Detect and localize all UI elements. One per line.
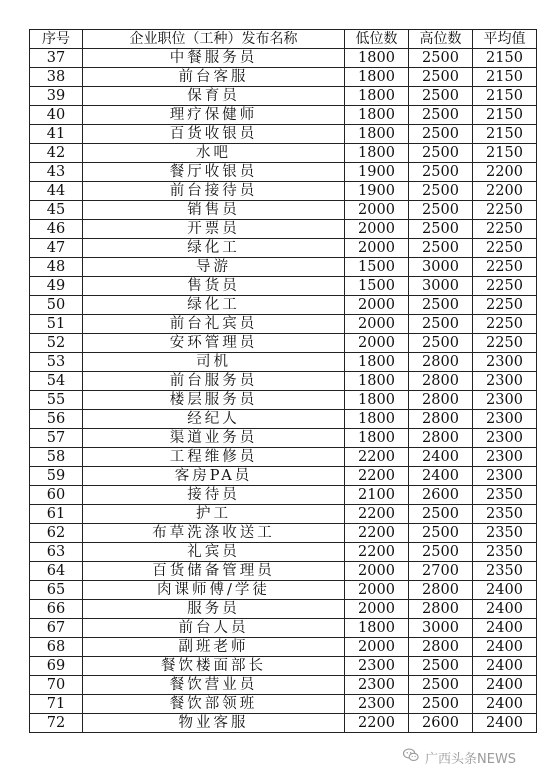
table-row (30, 144, 537, 163)
row-high: 2500 (409, 182, 473, 201)
row-high: 2800 (409, 353, 473, 372)
table-row (30, 372, 537, 391)
row-job-title: 安环管理员 (83, 334, 345, 353)
row-average: 2350 (473, 562, 537, 581)
row-job-title: 楼层服务员 (83, 391, 345, 410)
row-index: 41 (30, 125, 83, 144)
table-row (30, 391, 537, 410)
row-average: 2300 (473, 372, 537, 391)
row-index: 46 (30, 220, 83, 239)
row-low: 2000 (345, 239, 409, 258)
row-low: 1800 (345, 49, 409, 68)
row-average: 2400 (473, 714, 537, 733)
row-high: 2500 (409, 657, 473, 676)
row-high: 3000 (409, 258, 473, 277)
row-low: 1800 (345, 353, 409, 372)
row-average: 2400 (473, 600, 537, 619)
row-low: 2200 (345, 505, 409, 524)
row-low: 2200 (345, 543, 409, 562)
row-low: 2200 (345, 524, 409, 543)
row-high: 2500 (409, 315, 473, 334)
wechat-icon (402, 746, 420, 768)
row-job-title: 布草洗涤收送工 (83, 524, 345, 543)
row-low: 2000 (345, 315, 409, 334)
row-high: 2800 (409, 410, 473, 429)
row-low: 1800 (345, 144, 409, 163)
row-high: 2500 (409, 106, 473, 125)
row-job-title: 前台礼宾员 (83, 315, 345, 334)
row-average: 2400 (473, 638, 537, 657)
row-low: 1800 (345, 410, 409, 429)
table-row (30, 581, 537, 600)
row-index: 47 (30, 239, 83, 258)
table-row (30, 619, 537, 638)
table-row (30, 258, 537, 277)
row-high: 2500 (409, 220, 473, 239)
row-average: 2400 (473, 581, 537, 600)
row-average: 2250 (473, 220, 537, 239)
table-row (30, 182, 537, 201)
header-average: 平均值 (473, 30, 537, 49)
row-high: 2800 (409, 600, 473, 619)
row-job-title: 护工 (83, 505, 345, 524)
row-job-title: 百货收银员 (83, 125, 345, 144)
row-job-title: 工程维修员 (83, 448, 345, 467)
row-high: 2600 (409, 486, 473, 505)
row-high: 2500 (409, 676, 473, 695)
row-job-title: 前台客服 (83, 68, 345, 87)
row-average: 2350 (473, 543, 537, 562)
row-index: 58 (30, 448, 83, 467)
row-index: 68 (30, 638, 83, 657)
row-average: 2350 (473, 505, 537, 524)
table-row (30, 49, 537, 68)
row-job-title: 客房PA员 (83, 467, 345, 486)
row-high: 2500 (409, 695, 473, 714)
row-average: 2150 (473, 68, 537, 87)
row-average: 2300 (473, 467, 537, 486)
row-index: 57 (30, 429, 83, 448)
row-high: 2800 (409, 429, 473, 448)
row-high: 3000 (409, 277, 473, 296)
row-job-title: 餐饮部领班 (83, 695, 345, 714)
row-low: 1800 (345, 125, 409, 144)
row-high: 2500 (409, 87, 473, 106)
row-low: 1500 (345, 277, 409, 296)
table-row (30, 125, 537, 144)
row-average: 2400 (473, 657, 537, 676)
row-high: 2500 (409, 125, 473, 144)
table-row (30, 505, 537, 524)
row-low: 2000 (345, 638, 409, 657)
row-index: 54 (30, 372, 83, 391)
row-job-title: 百货储备管理员 (83, 562, 345, 581)
row-index: 61 (30, 505, 83, 524)
row-low: 2000 (345, 296, 409, 315)
row-low: 2000 (345, 581, 409, 600)
row-average: 2250 (473, 334, 537, 353)
row-index: 49 (30, 277, 83, 296)
table-row (30, 524, 537, 543)
row-job-title: 绿化工 (83, 239, 345, 258)
row-index: 56 (30, 410, 83, 429)
row-high: 2500 (409, 505, 473, 524)
row-index: 39 (30, 87, 83, 106)
row-high: 2500 (409, 201, 473, 220)
table-row (30, 676, 537, 695)
row-index: 60 (30, 486, 83, 505)
header-high: 高位数 (409, 30, 473, 49)
table-row (30, 657, 537, 676)
table-row (30, 68, 537, 87)
row-job-title: 水吧 (83, 144, 345, 163)
row-high: 2600 (409, 714, 473, 733)
row-job-title: 中餐服务员 (83, 49, 345, 68)
row-low: 2200 (345, 714, 409, 733)
row-index: 53 (30, 353, 83, 372)
row-average: 2300 (473, 391, 537, 410)
row-average: 2150 (473, 87, 537, 106)
row-average: 2400 (473, 676, 537, 695)
table-row (30, 562, 537, 581)
row-job-title: 前台人员 (83, 619, 345, 638)
row-average: 2200 (473, 182, 537, 201)
row-average: 2150 (473, 49, 537, 68)
row-job-title: 售货员 (83, 277, 345, 296)
row-average: 2300 (473, 429, 537, 448)
row-average: 2150 (473, 125, 537, 144)
row-job-title: 礼宾员 (83, 543, 345, 562)
row-index: 51 (30, 315, 83, 334)
row-index: 44 (30, 182, 83, 201)
row-job-title: 保育员 (83, 87, 345, 106)
row-low: 2000 (345, 334, 409, 353)
row-average: 2300 (473, 410, 537, 429)
salary-table (29, 29, 537, 733)
row-index: 72 (30, 714, 83, 733)
row-high: 2500 (409, 68, 473, 87)
table-row (30, 201, 537, 220)
table-row (30, 163, 537, 182)
row-high: 2700 (409, 562, 473, 581)
row-job-title: 渠道业务员 (83, 429, 345, 448)
row-average: 2400 (473, 695, 537, 714)
row-low: 1800 (345, 429, 409, 448)
row-high: 2500 (409, 144, 473, 163)
row-average: 2350 (473, 524, 537, 543)
table-row (30, 429, 537, 448)
row-average: 2150 (473, 144, 537, 163)
row-index: 52 (30, 334, 83, 353)
header-low: 低位数 (345, 30, 409, 49)
row-low: 1800 (345, 106, 409, 125)
row-low: 1800 (345, 68, 409, 87)
row-high: 2800 (409, 638, 473, 657)
row-low: 1900 (345, 182, 409, 201)
row-job-title: 服务员 (83, 600, 345, 619)
row-high: 2500 (409, 524, 473, 543)
row-high: 2500 (409, 163, 473, 182)
row-low: 2300 (345, 676, 409, 695)
row-high: 2500 (409, 239, 473, 258)
table-row (30, 334, 537, 353)
row-index: 42 (30, 144, 83, 163)
row-job-title: 前台服务员 (83, 372, 345, 391)
row-job-title: 餐厅收银员 (83, 163, 345, 182)
table-row (30, 296, 537, 315)
row-index: 70 (30, 676, 83, 695)
table-row (30, 695, 537, 714)
table-row (30, 353, 537, 372)
row-index: 66 (30, 600, 83, 619)
row-job-title: 物业客服 (83, 714, 345, 733)
watermark-text: 广西头条NEWS (425, 751, 517, 767)
row-index: 38 (30, 68, 83, 87)
row-index: 45 (30, 201, 83, 220)
row-low: 1800 (345, 391, 409, 410)
row-job-title: 销售员 (83, 201, 345, 220)
table-row (30, 410, 537, 429)
row-index: 65 (30, 581, 83, 600)
row-low: 2300 (345, 657, 409, 676)
row-index: 40 (30, 106, 83, 125)
row-low: 2100 (345, 486, 409, 505)
row-low: 2200 (345, 467, 409, 486)
row-job-title: 绿化工 (83, 296, 345, 315)
row-index: 50 (30, 296, 83, 315)
row-index: 67 (30, 619, 83, 638)
row-average: 2250 (473, 258, 537, 277)
row-average: 2350 (473, 486, 537, 505)
watermark (402, 746, 516, 768)
row-low: 1900 (345, 163, 409, 182)
row-job-title: 经纪人 (83, 410, 345, 429)
table-header (30, 30, 537, 49)
row-high: 2500 (409, 296, 473, 315)
row-index: 48 (30, 258, 83, 277)
row-job-title: 肉课师傅/学徒 (83, 581, 345, 600)
row-average: 2300 (473, 448, 537, 467)
row-high: 2500 (409, 334, 473, 353)
table-row (30, 106, 537, 125)
row-low: 1800 (345, 372, 409, 391)
header-index: 序号 (30, 30, 83, 49)
row-average: 2250 (473, 201, 537, 220)
row-low: 1800 (345, 619, 409, 638)
row-job-title: 餐饮营业员 (83, 676, 345, 695)
table-row (30, 220, 537, 239)
row-index: 59 (30, 467, 83, 486)
row-index: 55 (30, 391, 83, 410)
table-row (30, 714, 537, 733)
row-high: 2800 (409, 581, 473, 600)
row-average: 2200 (473, 163, 537, 182)
row-low: 2200 (345, 448, 409, 467)
row-low: 2000 (345, 220, 409, 239)
row-average: 2250 (473, 239, 537, 258)
row-low: 1500 (345, 258, 409, 277)
row-job-title: 餐饮楼面部长 (83, 657, 345, 676)
row-average: 2250 (473, 296, 537, 315)
row-low: 2000 (345, 562, 409, 581)
table-row (30, 638, 537, 657)
row-high: 2400 (409, 448, 473, 467)
table-row (30, 315, 537, 334)
row-index: 64 (30, 562, 83, 581)
table-row (30, 277, 537, 296)
table-row (30, 239, 537, 258)
row-average: 2300 (473, 353, 537, 372)
table-row (30, 448, 537, 467)
row-job-title: 司机 (83, 353, 345, 372)
row-low: 2000 (345, 600, 409, 619)
row-job-title: 前台接待员 (83, 182, 345, 201)
table-row (30, 486, 537, 505)
row-low: 2300 (345, 695, 409, 714)
row-average: 2250 (473, 315, 537, 334)
table-body (30, 49, 537, 733)
header-row (30, 30, 537, 49)
row-index: 71 (30, 695, 83, 714)
row-index: 69 (30, 657, 83, 676)
table-row (30, 600, 537, 619)
row-low: 2000 (345, 201, 409, 220)
row-high: 2400 (409, 467, 473, 486)
row-job-title: 开票员 (83, 220, 345, 239)
row-high: 2800 (409, 391, 473, 410)
row-job-title: 理疗保健师 (83, 106, 345, 125)
table-row (30, 543, 537, 562)
row-job-title: 导游 (83, 258, 345, 277)
row-job-title: 接待员 (83, 486, 345, 505)
row-index: 63 (30, 543, 83, 562)
row-index: 37 (30, 49, 83, 68)
row-job-title: 副班老师 (83, 638, 345, 657)
row-low: 1800 (345, 87, 409, 106)
row-high: 3000 (409, 619, 473, 638)
row-average: 2400 (473, 619, 537, 638)
row-high: 2500 (409, 49, 473, 68)
row-average: 2250 (473, 277, 537, 296)
table-row (30, 87, 537, 106)
row-high: 2800 (409, 372, 473, 391)
header-job-title: 企业职位（工种）发布名称 (83, 30, 345, 49)
table-row (30, 467, 537, 486)
row-index: 43 (30, 163, 83, 182)
row-high: 2500 (409, 543, 473, 562)
row-average: 2150 (473, 106, 537, 125)
row-index: 62 (30, 524, 83, 543)
